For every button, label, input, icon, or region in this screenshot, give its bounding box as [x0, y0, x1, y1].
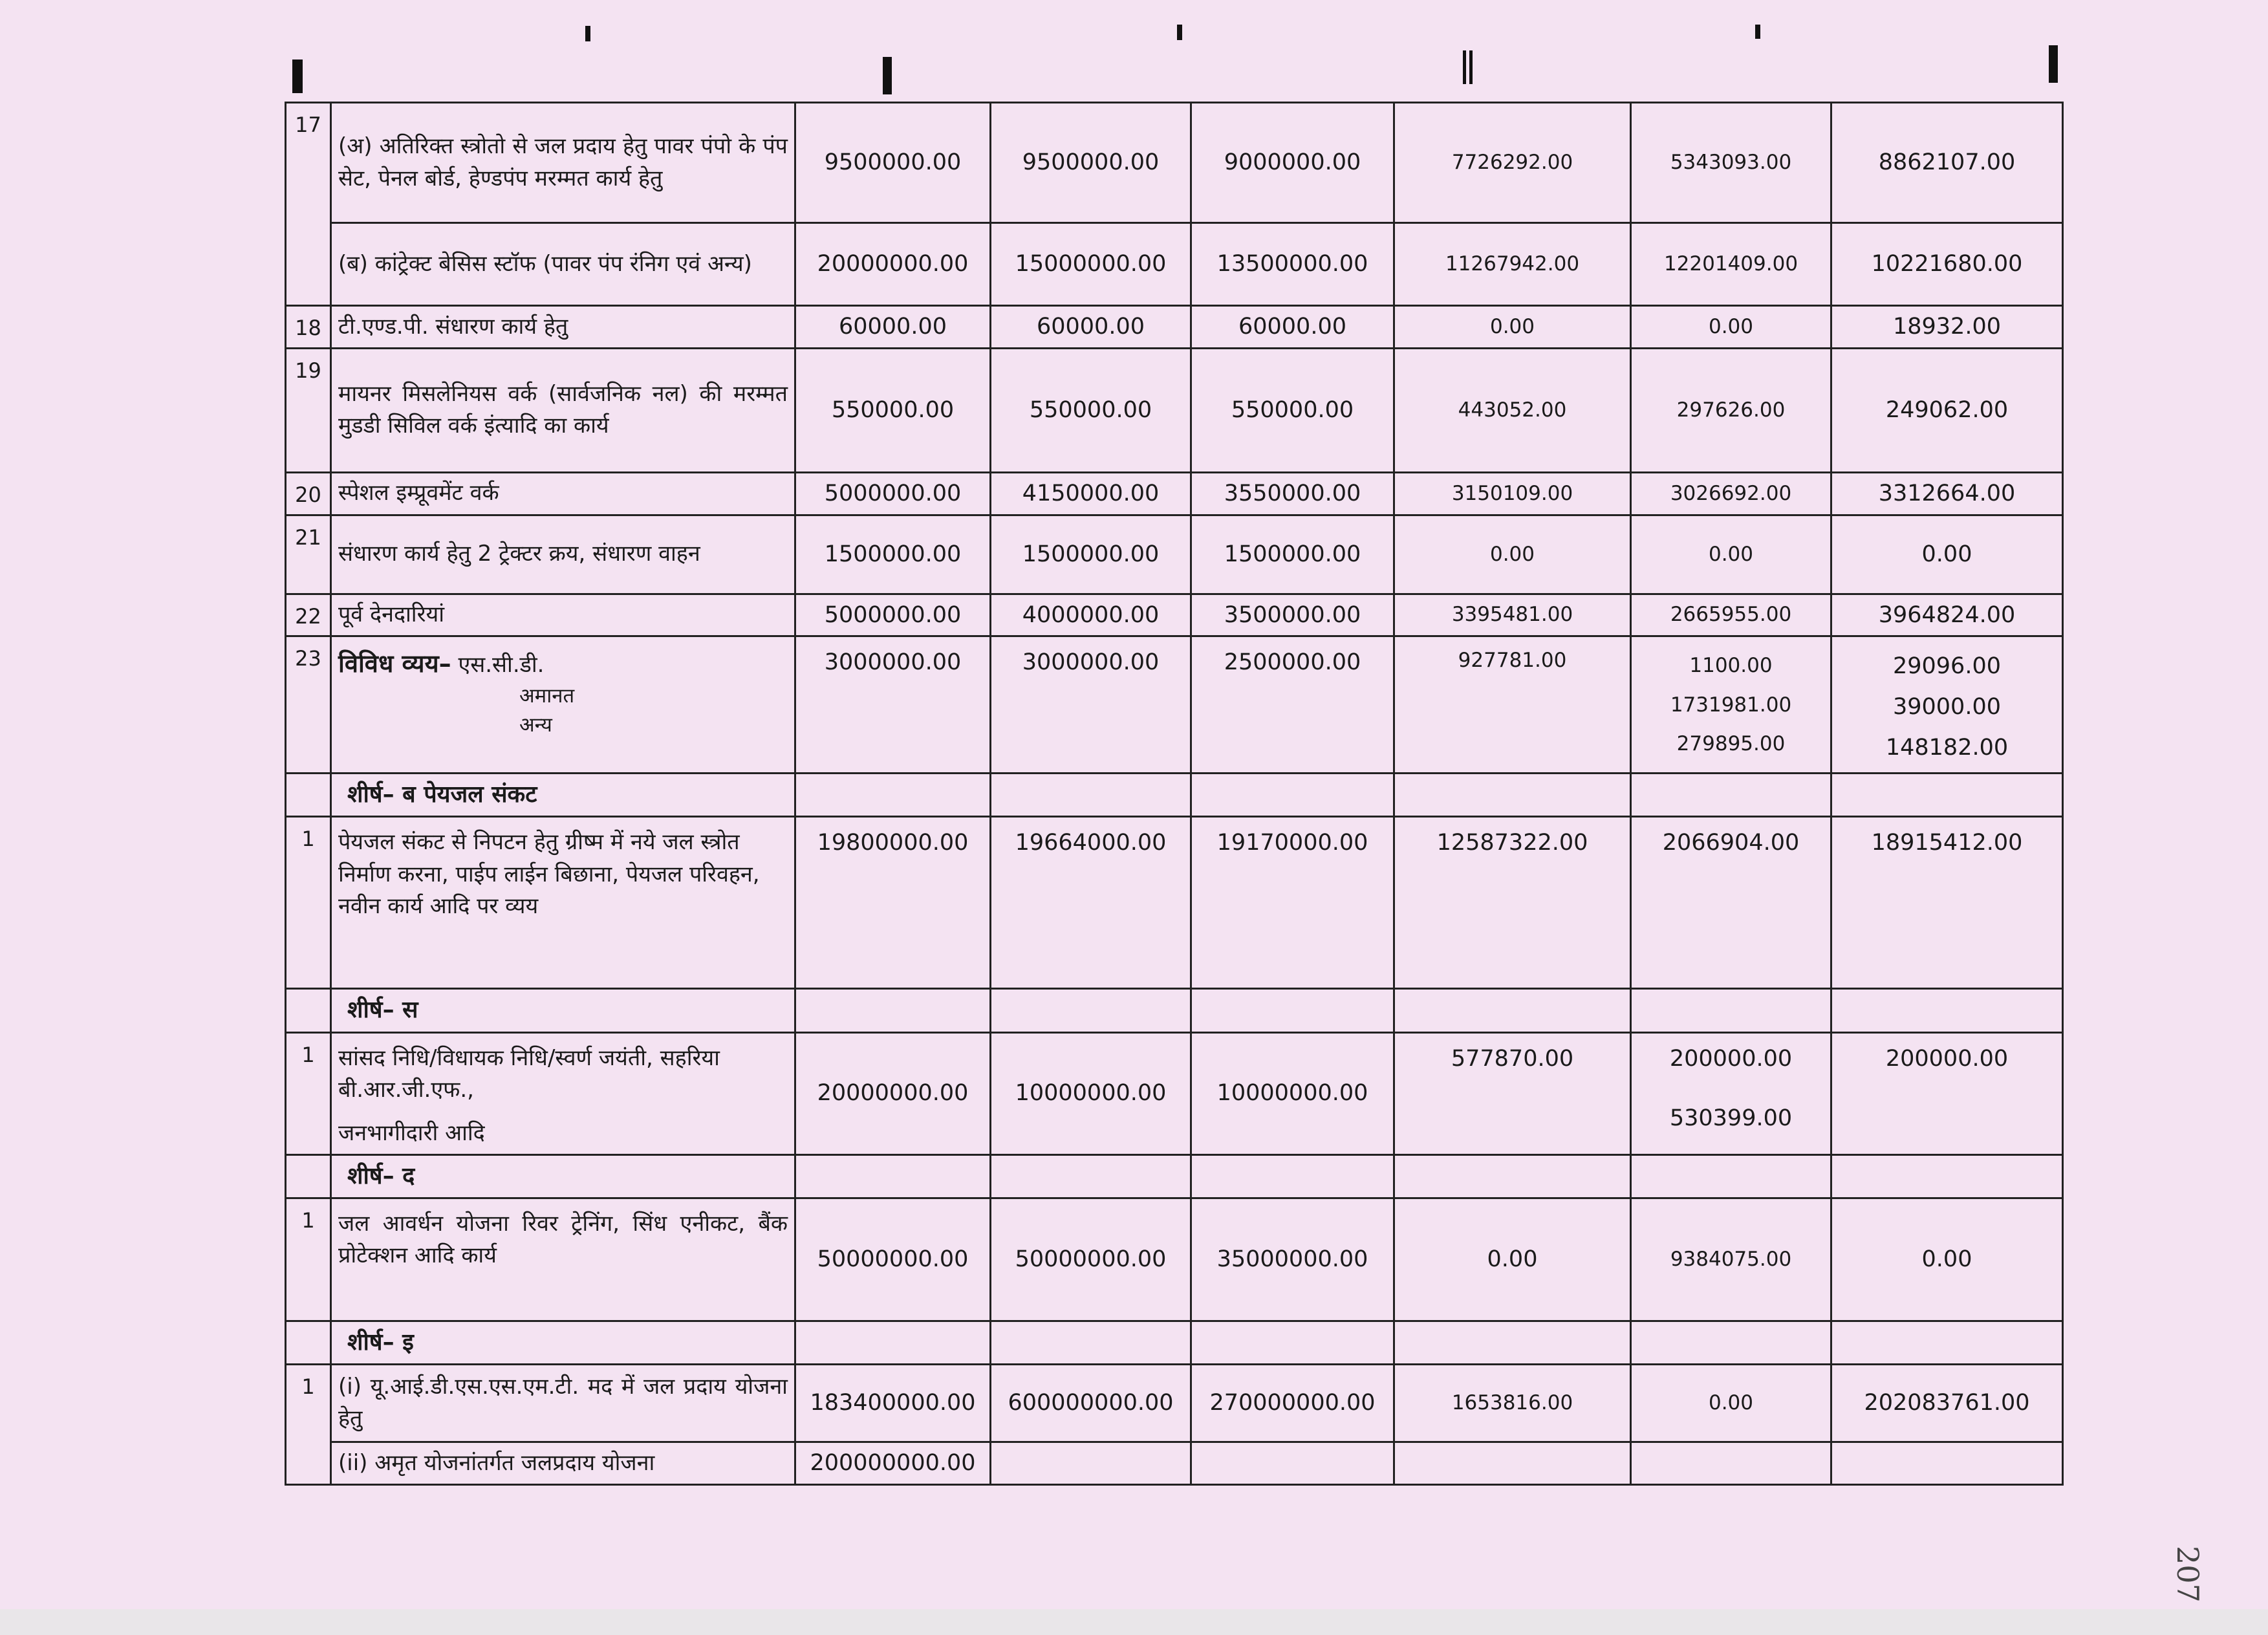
table-row: [286, 1198, 2063, 1321]
empty-cell: [1831, 1154, 2063, 1198]
scan-bottom-strip: [0, 1609, 2268, 1635]
section-heading-row: [286, 989, 2063, 1032]
empty-cell: [991, 774, 1191, 817]
row-description: (अ) अतिरिक्त स्त्रोतो से जल प्रदाय हेतु पावर पंपो के पंप सेट, पेनल बोर्ड, हेण्डपंप मरम्मत कार्य हेतु: [331, 103, 795, 223]
empty-cell: [1831, 1442, 2063, 1484]
punch-mark-5: [2049, 45, 2058, 83]
value-cell: 12587322.00: [1394, 817, 1631, 989]
value-cell: 0.00: [1394, 515, 1631, 594]
value-cell: 0.00: [1631, 1364, 1831, 1442]
value-cell: 10221680.00: [1831, 223, 2063, 306]
serial-no: 18: [286, 306, 331, 349]
value-cell: 19800000.00: [795, 817, 991, 989]
value-cell: 12201409.00: [1631, 223, 1831, 306]
row-description: संधारण कार्य हेतु 2 ट्रेक्टर क्रय, संधारण वाहन: [331, 515, 795, 594]
value-cell: 5000000.00: [795, 472, 991, 515]
table-row: [286, 1032, 2063, 1154]
punch-mark-3: [1463, 50, 1466, 84]
value-cell: 9384075.00: [1631, 1198, 1831, 1321]
empty-cell: [795, 774, 991, 817]
value-cell: 35000000.00: [1191, 1198, 1394, 1321]
value-cell: 249062.00: [1831, 348, 2063, 472]
table-row: [286, 472, 2063, 515]
value-cell: 0.00: [1394, 1198, 1631, 1321]
empty-cell: [1191, 1154, 1394, 1198]
value-cell-multi: [1631, 1032, 1831, 1154]
empty-cell: [1394, 989, 1631, 1032]
empty-cell: [1191, 1442, 1394, 1484]
value-cell: 3500000.00: [1191, 594, 1394, 636]
value-cell: 11267942.00: [1394, 223, 1631, 306]
value-cell: 4000000.00: [991, 594, 1191, 636]
margin-note: 207: [2170, 1546, 2205, 1603]
empty-cell: [795, 1321, 991, 1364]
value-cell: 202083761.00: [1831, 1364, 2063, 1442]
serial-no: 1: [286, 1364, 331, 1484]
empty-cell: [1831, 774, 2063, 817]
value-cell: 297626.00: [1631, 348, 1831, 472]
empty-cell: [1631, 1154, 1831, 1198]
value-cell: 550000.00: [991, 348, 1191, 472]
value-cell: 1653816.00: [1394, 1364, 1631, 1442]
value-cell: 0.00: [1631, 515, 1831, 594]
value-cell: 9500000.00: [795, 103, 991, 223]
misc-expense-title: विविध व्यय–: [338, 649, 451, 678]
empty-cell: [1394, 1321, 1631, 1364]
value-cell: 18915412.00: [1831, 817, 2063, 989]
value-line: 279895.00: [1676, 732, 1786, 756]
row-description: जल आवर्धन योजना रिवर ट्रेनिंग, सिंध एनीकट, बैंक प्रोटेक्शन आदि कार्य: [331, 1198, 795, 1321]
serial-no: 1: [286, 1198, 331, 1321]
table-row: [286, 103, 2063, 223]
misc-sub-deposit: अमानत: [519, 684, 575, 708]
empty-cell: [991, 1321, 1191, 1364]
value-cell: 9000000.00: [1191, 103, 1394, 223]
value-cell: 550000.00: [1191, 348, 1394, 472]
value-cell: 2500000.00: [1191, 636, 1394, 774]
value-cell: 60000.00: [1191, 306, 1394, 349]
row-description: पेयजल संकट से निपटन हेतु ग्रीष्म में नये जल स्त्रोत निर्माण करना, पाईप लाईन बिछाना, पेयजल परिवहन, नवीन कार्य आदि पर व्यय: [331, 817, 795, 989]
serial-no: 20: [286, 472, 331, 515]
value-line: 200000.00: [1669, 1045, 1793, 1072]
value-cell: 3000000.00: [991, 636, 1191, 774]
value-cell: 60000.00: [991, 306, 1191, 349]
value-cell: 5343093.00: [1631, 103, 1831, 223]
value-cell: 7726292.00: [1394, 103, 1631, 223]
value-cell: 50000000.00: [991, 1198, 1191, 1321]
row-description: मायनर मिसलेनियस वर्क (सार्वजनिक नल) की मरम्मत मुडडी सिविल वर्क इंत्यादि का कार्य: [331, 348, 795, 472]
row-description: टी.एण्ड.पी. संधारण कार्य हेतु: [331, 306, 795, 349]
value-line: 29096.00: [1892, 653, 2001, 680]
value-line: 39000.00: [1892, 694, 2001, 720]
budget-table: [285, 102, 2064, 1486]
empty-cell: [1631, 1321, 1831, 1364]
row-description: (ब) कांट्रेक्ट बेसिस स्टॉफ (पावर पंप रंनिग एवं अन्य): [331, 223, 795, 306]
serial-no: 21: [286, 515, 331, 594]
value-cell: 200000000.00: [795, 1442, 991, 1484]
value-cell: 0.00: [1394, 306, 1631, 349]
section-heading: शीर्ष– द: [331, 1154, 795, 1198]
table-row: [286, 1364, 2063, 1442]
value-cell: 19664000.00: [991, 817, 1191, 989]
value-cell: 10000000.00: [1191, 1032, 1394, 1154]
row-description: [331, 636, 795, 774]
value-cell: 19170000.00: [1191, 817, 1394, 989]
value-cell: 2066904.00: [1631, 817, 1831, 989]
value-cell: 0.00: [1831, 515, 2063, 594]
value-cell: 4150000.00: [991, 472, 1191, 515]
empty-cell: [1631, 1442, 1831, 1484]
empty-cell: [286, 989, 331, 1032]
value-cell: 60000.00: [795, 306, 991, 349]
value-cell: 9500000.00: [991, 103, 1191, 223]
empty-cell: [1394, 774, 1631, 817]
value-cell: 3000000.00: [795, 636, 991, 774]
empty-cell: [1191, 989, 1394, 1032]
value-cell: 20000000.00: [795, 223, 991, 306]
value-cell: 0.00: [1631, 306, 1831, 349]
value-cell: 15000000.00: [991, 223, 1191, 306]
value-cell-multi: [1831, 636, 2063, 774]
value-cell-multi: [1631, 636, 1831, 774]
empty-cell: [286, 1154, 331, 1198]
dot-mark-2: [1177, 25, 1182, 40]
dot-mark-1: [585, 26, 590, 41]
section-heading: शीर्ष– इ: [331, 1321, 795, 1364]
section-heading: शीर्ष– ब पेयजल संकट: [331, 774, 795, 817]
serial-no: 23: [286, 636, 331, 774]
value-cell: 50000000.00: [795, 1198, 991, 1321]
empty-cell: [795, 989, 991, 1032]
empty-cell: [1631, 774, 1831, 817]
table-row: [286, 594, 2063, 636]
value-cell: 1500000.00: [795, 515, 991, 594]
value-cell: 183400000.00: [795, 1364, 991, 1442]
dot-mark-3: [1755, 25, 1760, 39]
section-heading-row: [286, 1321, 2063, 1364]
value-cell: 5000000.00: [795, 594, 991, 636]
table-row: [286, 223, 2063, 306]
value-cell: 18932.00: [1831, 306, 2063, 349]
empty-cell: [991, 989, 1191, 1032]
value-cell: 270000000.00: [1191, 1364, 1394, 1442]
table-row: [286, 636, 2063, 774]
empty-cell: [1831, 1321, 2063, 1364]
empty-cell: [795, 1154, 991, 1198]
desc-line: जनभागीदारी आदि: [338, 1120, 485, 1147]
empty-cell: [286, 774, 331, 817]
table-row: [286, 1442, 2063, 1484]
serial-no: 1: [286, 817, 331, 989]
table-row: [286, 817, 2063, 989]
value-cell: 927781.00: [1394, 636, 1631, 774]
section-heading-row: [286, 774, 2063, 817]
value-cell: 0.00: [1831, 1198, 2063, 1321]
punch-mark-4: [1469, 50, 1473, 84]
section-heading: शीर्ष– स: [331, 989, 795, 1032]
value-cell: 13500000.00: [1191, 223, 1394, 306]
value-line: 1100.00: [1689, 654, 1773, 678]
value-line: 148182.00: [1885, 735, 2009, 761]
value-cell: 1500000.00: [1191, 515, 1394, 594]
empty-cell: [1191, 774, 1394, 817]
punch-mark-1: [292, 60, 303, 93]
value-cell: 577870.00: [1394, 1032, 1631, 1154]
empty-cell: [991, 1442, 1191, 1484]
empty-cell: [286, 1321, 331, 1364]
value-line: 530399.00: [1669, 1105, 1793, 1132]
empty-cell: [991, 1154, 1191, 1198]
row-description: स्पेशल इम्प्रूवमेंट वर्क: [331, 472, 795, 515]
empty-cell: [1191, 1321, 1394, 1364]
value-cell: 3964824.00: [1831, 594, 2063, 636]
table-row: [286, 348, 2063, 472]
serial-no: 22: [286, 594, 331, 636]
row-description: [331, 1032, 795, 1154]
empty-cell: [1394, 1442, 1631, 1484]
table-row: [286, 515, 2063, 594]
value-cell: 600000000.00: [991, 1364, 1191, 1442]
value-cell: 2665955.00: [1631, 594, 1831, 636]
value-cell: 443052.00: [1394, 348, 1631, 472]
value-cell: 550000.00: [795, 348, 991, 472]
desc-line: सांसद निधि/विधायक निधि/स्वर्ण जयंती, सहरिया बी.आर.जी.एफ.,: [338, 1045, 720, 1103]
value-cell: 200000.00: [1831, 1032, 2063, 1154]
serial-no: 1: [286, 1032, 331, 1154]
empty-cell: [1394, 1154, 1631, 1198]
table-row: [286, 306, 2063, 349]
value-line: 1731981.00: [1670, 693, 1792, 717]
empty-cell: [1631, 989, 1831, 1032]
empty-cell: [1831, 989, 2063, 1032]
serial-no: 17: [286, 103, 331, 306]
value-cell: 1500000.00: [991, 515, 1191, 594]
row-description: (ii) अमृत योजनांतर्गत जलप्रदाय योजना: [331, 1442, 795, 1484]
row-description: पूर्व देनदारियां: [331, 594, 795, 636]
punch-mark-2: [883, 57, 892, 94]
value-cell: 10000000.00: [991, 1032, 1191, 1154]
value-cell: 8862107.00: [1831, 103, 2063, 223]
section-heading-row: [286, 1154, 2063, 1198]
misc-sub-scd: एस.सी.डी.: [458, 652, 545, 678]
value-cell: 3312664.00: [1831, 472, 2063, 515]
value-cell: 3150109.00: [1394, 472, 1631, 515]
value-cell: 3550000.00: [1191, 472, 1394, 515]
row-description: (i) यू.आई.डी.एस.एस.एम.टी. मद में जल प्रदाय योजना हेतु: [331, 1364, 795, 1442]
misc-sub-other: अन्य: [519, 713, 552, 737]
value-cell: 3026692.00: [1631, 472, 1831, 515]
serial-no: 19: [286, 348, 331, 472]
value-cell: 20000000.00: [795, 1032, 991, 1154]
value-cell: 3395481.00: [1394, 594, 1631, 636]
